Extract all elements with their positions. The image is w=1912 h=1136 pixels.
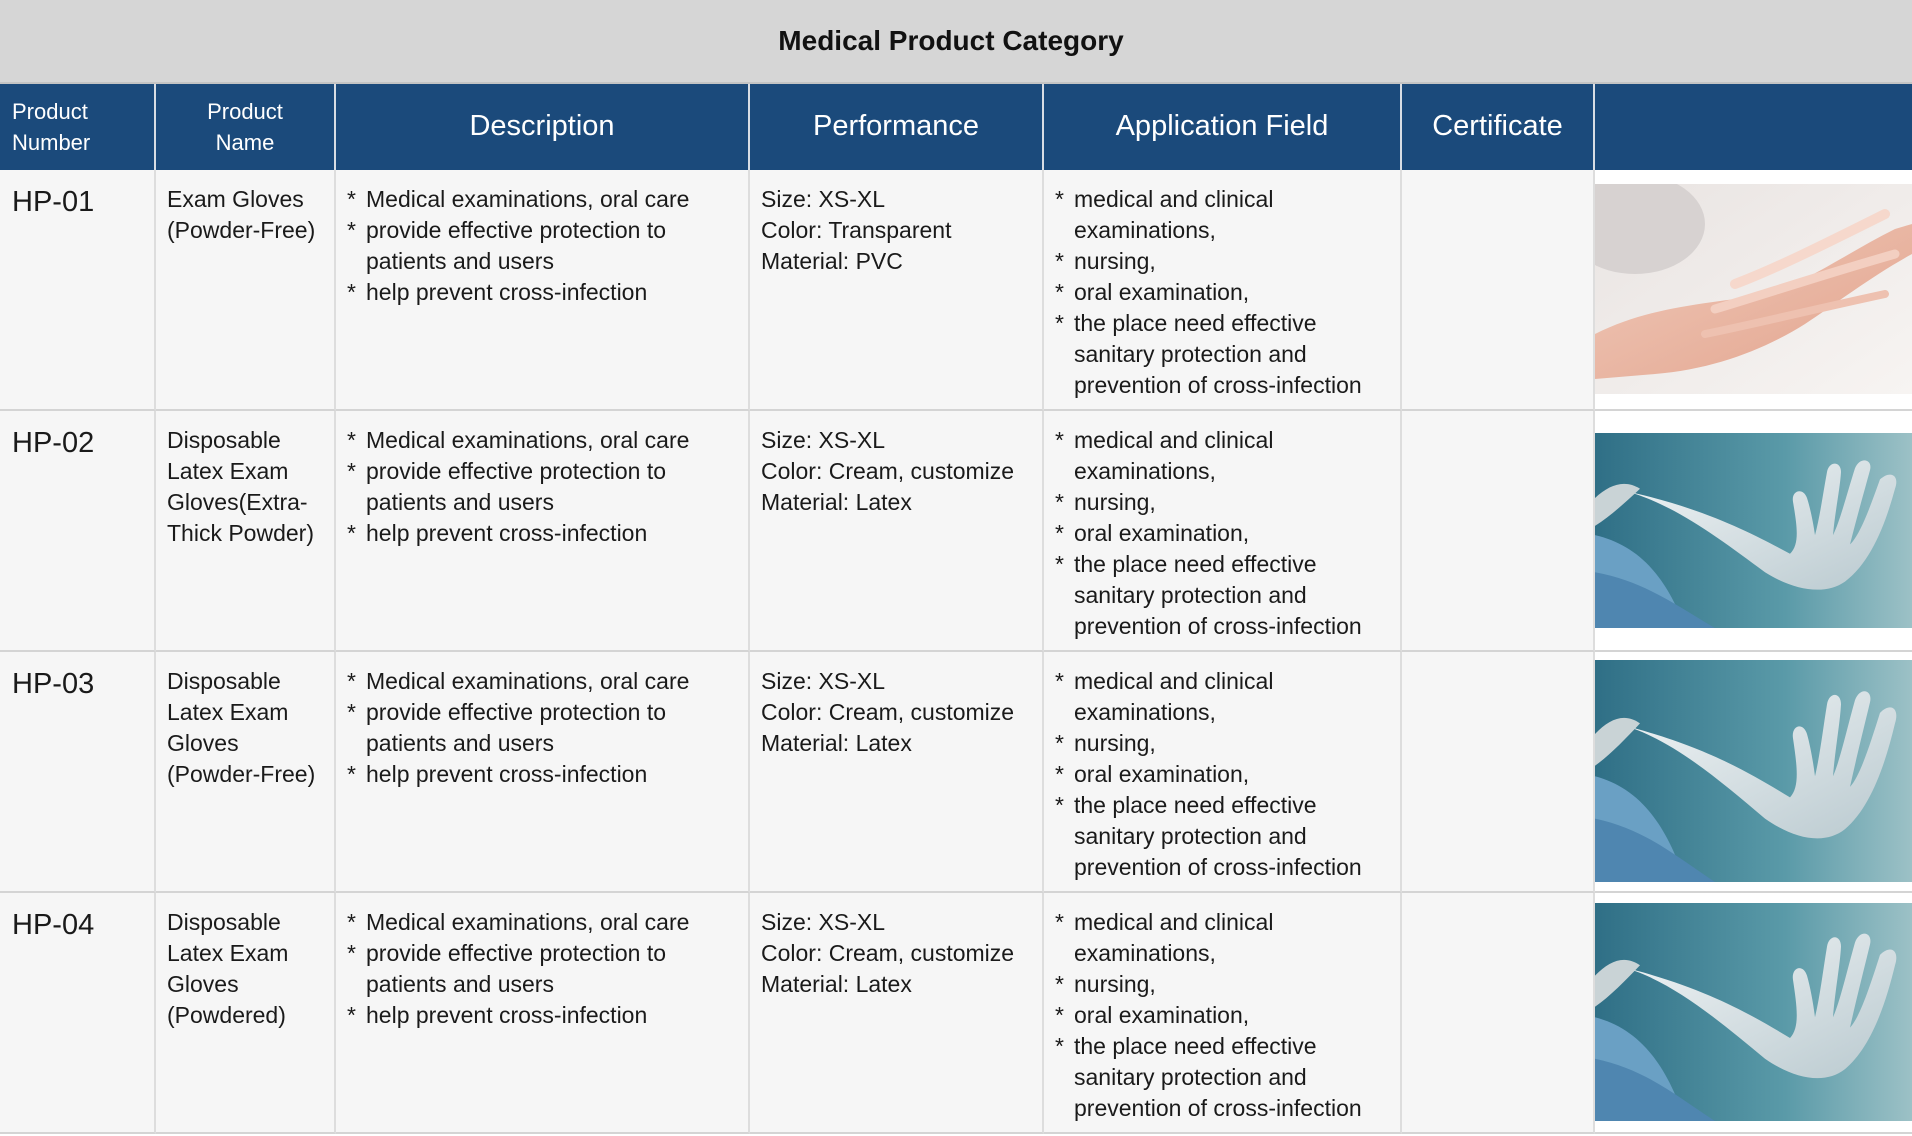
latex-glove-photo	[1595, 903, 1912, 1121]
application-item	[1055, 518, 1400, 549]
description-text: provide effective protection to patients and users	[366, 699, 667, 756]
description-item	[347, 759, 748, 790]
header-application-field: Application Field	[1044, 84, 1402, 170]
description-item	[347, 666, 748, 697]
performance-line: Color: Cream, customize	[761, 940, 1015, 966]
bullet-mark: *	[347, 427, 356, 453]
bullet-mark: *	[347, 1002, 356, 1028]
bullet-mark: *	[347, 909, 356, 935]
performance-cell	[750, 893, 1044, 1134]
product-name-line: Latex Exam	[167, 940, 289, 966]
header-image	[1595, 84, 1912, 170]
bullet-mark: *	[347, 186, 356, 212]
description-text: help prevent cross-infection	[366, 1002, 648, 1028]
application-field-cell	[1044, 893, 1402, 1134]
bullet-mark: *	[1055, 792, 1064, 818]
latex-glove-photo	[1595, 433, 1912, 628]
application-text: medical and clinical examinations,	[1074, 909, 1274, 966]
product-name-line: Gloves	[167, 971, 239, 997]
certificate-cell	[1402, 411, 1595, 652]
application-text: oral examination,	[1074, 1002, 1250, 1028]
product-name-line: Thick Powder)	[167, 520, 314, 546]
bullet-mark: *	[1055, 909, 1064, 935]
description-item	[347, 518, 748, 549]
application-item	[1055, 666, 1400, 728]
application-text: the place need effective sanitary protection and prevention of cross-infection	[1074, 1033, 1362, 1121]
bullet-mark: *	[347, 699, 356, 725]
description-cell	[336, 652, 750, 893]
performance-line: Color: Cream, customize	[761, 699, 1015, 725]
application-item	[1055, 308, 1400, 401]
bullet-mark: *	[347, 520, 356, 546]
application-text: oral examination,	[1074, 520, 1250, 546]
description-item	[347, 184, 748, 215]
product-number: HP-02	[12, 427, 95, 459]
application-item	[1055, 1031, 1400, 1124]
product-name-line: (Powder-Free)	[167, 761, 316, 787]
product-name-cell	[156, 652, 336, 893]
application-item	[1055, 487, 1400, 518]
latex-glove-photo	[1595, 660, 1912, 882]
table-title: Medical Product Category	[0, 0, 1912, 84]
product-number: HP-01	[12, 186, 95, 218]
bullet-mark: *	[1055, 310, 1064, 336]
description-item	[347, 907, 748, 938]
bullet-mark: *	[1055, 186, 1064, 212]
product-number-cell	[0, 411, 156, 652]
description-text: provide effective protection to patients and users	[366, 940, 667, 997]
application-text: nursing,	[1074, 248, 1156, 274]
application-text: medical and clinical examinations,	[1074, 427, 1274, 484]
product-number: HP-03	[12, 668, 95, 700]
product-image-cell	[1595, 893, 1912, 1134]
product-name-line: Gloves(Extra-	[167, 489, 308, 515]
description-text: Medical examinations, oral care	[366, 427, 690, 453]
description-item	[347, 456, 748, 518]
header-certificate: Certificate	[1402, 84, 1595, 170]
application-item	[1055, 549, 1400, 642]
bullet-mark: *	[1055, 1033, 1064, 1059]
description-item	[347, 938, 748, 1000]
bullet-mark: *	[1055, 248, 1064, 274]
performance-line: Color: Cream, customize	[761, 458, 1015, 484]
description-item	[347, 277, 748, 308]
performance-cell	[750, 411, 1044, 652]
description-text: help prevent cross-infection	[366, 761, 648, 787]
description-text: provide effective protection to patients and users	[366, 458, 667, 515]
description-item	[347, 215, 748, 277]
performance-line: Color: Transparent	[761, 217, 952, 243]
application-text: nursing,	[1074, 730, 1156, 756]
bullet-mark: *	[347, 217, 356, 243]
application-text: nursing,	[1074, 489, 1156, 515]
application-item	[1055, 969, 1400, 1000]
product-name-line: (Powder-Free)	[167, 217, 316, 243]
bullet-mark: *	[1055, 668, 1064, 694]
description-text: help prevent cross-infection	[366, 520, 648, 546]
header-product-number	[0, 84, 156, 170]
application-field-cell	[1044, 411, 1402, 652]
product-name-line: Disposable	[167, 909, 281, 935]
performance-line: Material: Latex	[761, 971, 912, 997]
bullet-mark: *	[1055, 1002, 1064, 1028]
application-text: medical and clinical examinations,	[1074, 668, 1274, 725]
bullet-mark: *	[347, 279, 356, 305]
application-item	[1055, 277, 1400, 308]
product-number-cell	[0, 893, 156, 1134]
application-text: oral examination,	[1074, 279, 1250, 305]
description-item	[347, 1000, 748, 1031]
bullet-mark: *	[1055, 971, 1064, 997]
bullet-mark: *	[347, 761, 356, 787]
application-field-cell	[1044, 170, 1402, 411]
application-text: the place need effective sanitary protection and prevention of cross-infection	[1074, 792, 1362, 880]
product-number-cell	[0, 170, 156, 411]
performance-line: Material: PVC	[761, 248, 903, 274]
bullet-mark: *	[1055, 520, 1064, 546]
application-text: medical and clinical examinations,	[1074, 186, 1274, 243]
product-image-cell	[1595, 411, 1912, 652]
performance-line: Size: XS-XL	[761, 668, 885, 694]
header-product-name-line-2: Name	[215, 130, 275, 155]
application-item	[1055, 759, 1400, 790]
product-image-cell	[1595, 652, 1912, 893]
header-performance: Performance	[750, 84, 1044, 170]
performance-line: Material: Latex	[761, 730, 912, 756]
application-item	[1055, 1000, 1400, 1031]
application-text: nursing,	[1074, 971, 1156, 997]
transparent-glove-photo	[1595, 184, 1912, 394]
bullet-mark: *	[1055, 279, 1064, 305]
header-product-name	[156, 84, 336, 170]
description-text: Medical examinations, oral care	[366, 186, 690, 212]
bullet-mark: *	[347, 940, 356, 966]
header-description: Description	[336, 84, 750, 170]
description-item	[347, 425, 748, 456]
product-name-line: Latex Exam	[167, 699, 289, 725]
description-text: provide effective protection to patients and users	[366, 217, 667, 274]
application-item	[1055, 184, 1400, 246]
product-number-cell	[0, 652, 156, 893]
performance-cell	[750, 652, 1044, 893]
application-text: oral examination,	[1074, 761, 1250, 787]
application-text: the place need effective sanitary protection and prevention of cross-infection	[1074, 310, 1362, 398]
bullet-mark: *	[347, 668, 356, 694]
performance-line: Size: XS-XL	[761, 427, 885, 453]
description-cell	[336, 170, 750, 411]
certificate-cell	[1402, 893, 1595, 1134]
performance-line: Size: XS-XL	[761, 186, 885, 212]
application-item	[1055, 246, 1400, 277]
bullet-mark: *	[1055, 427, 1064, 453]
bullet-mark: *	[1055, 551, 1064, 577]
application-field-cell	[1044, 652, 1402, 893]
certificate-cell	[1402, 170, 1595, 411]
product-name-line: Exam Gloves	[167, 186, 304, 212]
certificate-cell	[1402, 652, 1595, 893]
description-cell	[336, 893, 750, 1134]
product-name-line: Latex Exam	[167, 458, 289, 484]
description-text: help prevent cross-infection	[366, 279, 648, 305]
bullet-mark: *	[1055, 489, 1064, 515]
product-name-cell	[156, 170, 336, 411]
performance-line: Size: XS-XL	[761, 909, 885, 935]
product-name-cell	[156, 893, 336, 1134]
application-item	[1055, 907, 1400, 969]
performance-cell	[750, 170, 1044, 411]
product-name-line: Disposable	[167, 427, 281, 453]
performance-line: Material: Latex	[761, 489, 912, 515]
product-name-cell	[156, 411, 336, 652]
product-number: HP-04	[12, 909, 95, 941]
application-item	[1055, 790, 1400, 883]
product-name-line: (Powdered)	[167, 1002, 286, 1028]
product-image-cell	[1595, 170, 1912, 411]
header-product-number-line-1: Product	[12, 99, 88, 124]
application-item	[1055, 728, 1400, 759]
application-text: the place need effective sanitary protection and prevention of cross-infection	[1074, 551, 1362, 639]
header-product-name-line-1: Product	[207, 99, 283, 124]
bullet-mark: *	[347, 458, 356, 484]
description-item	[347, 697, 748, 759]
product-name-line: Gloves	[167, 730, 239, 756]
bullet-mark: *	[1055, 761, 1064, 787]
description-text: Medical examinations, oral care	[366, 909, 690, 935]
product-name-line: Disposable	[167, 668, 281, 694]
application-item	[1055, 425, 1400, 487]
header-product-number-line-2: Number	[12, 130, 91, 155]
bullet-mark: *	[1055, 730, 1064, 756]
description-cell	[336, 411, 750, 652]
description-text: Medical examinations, oral care	[366, 668, 690, 694]
